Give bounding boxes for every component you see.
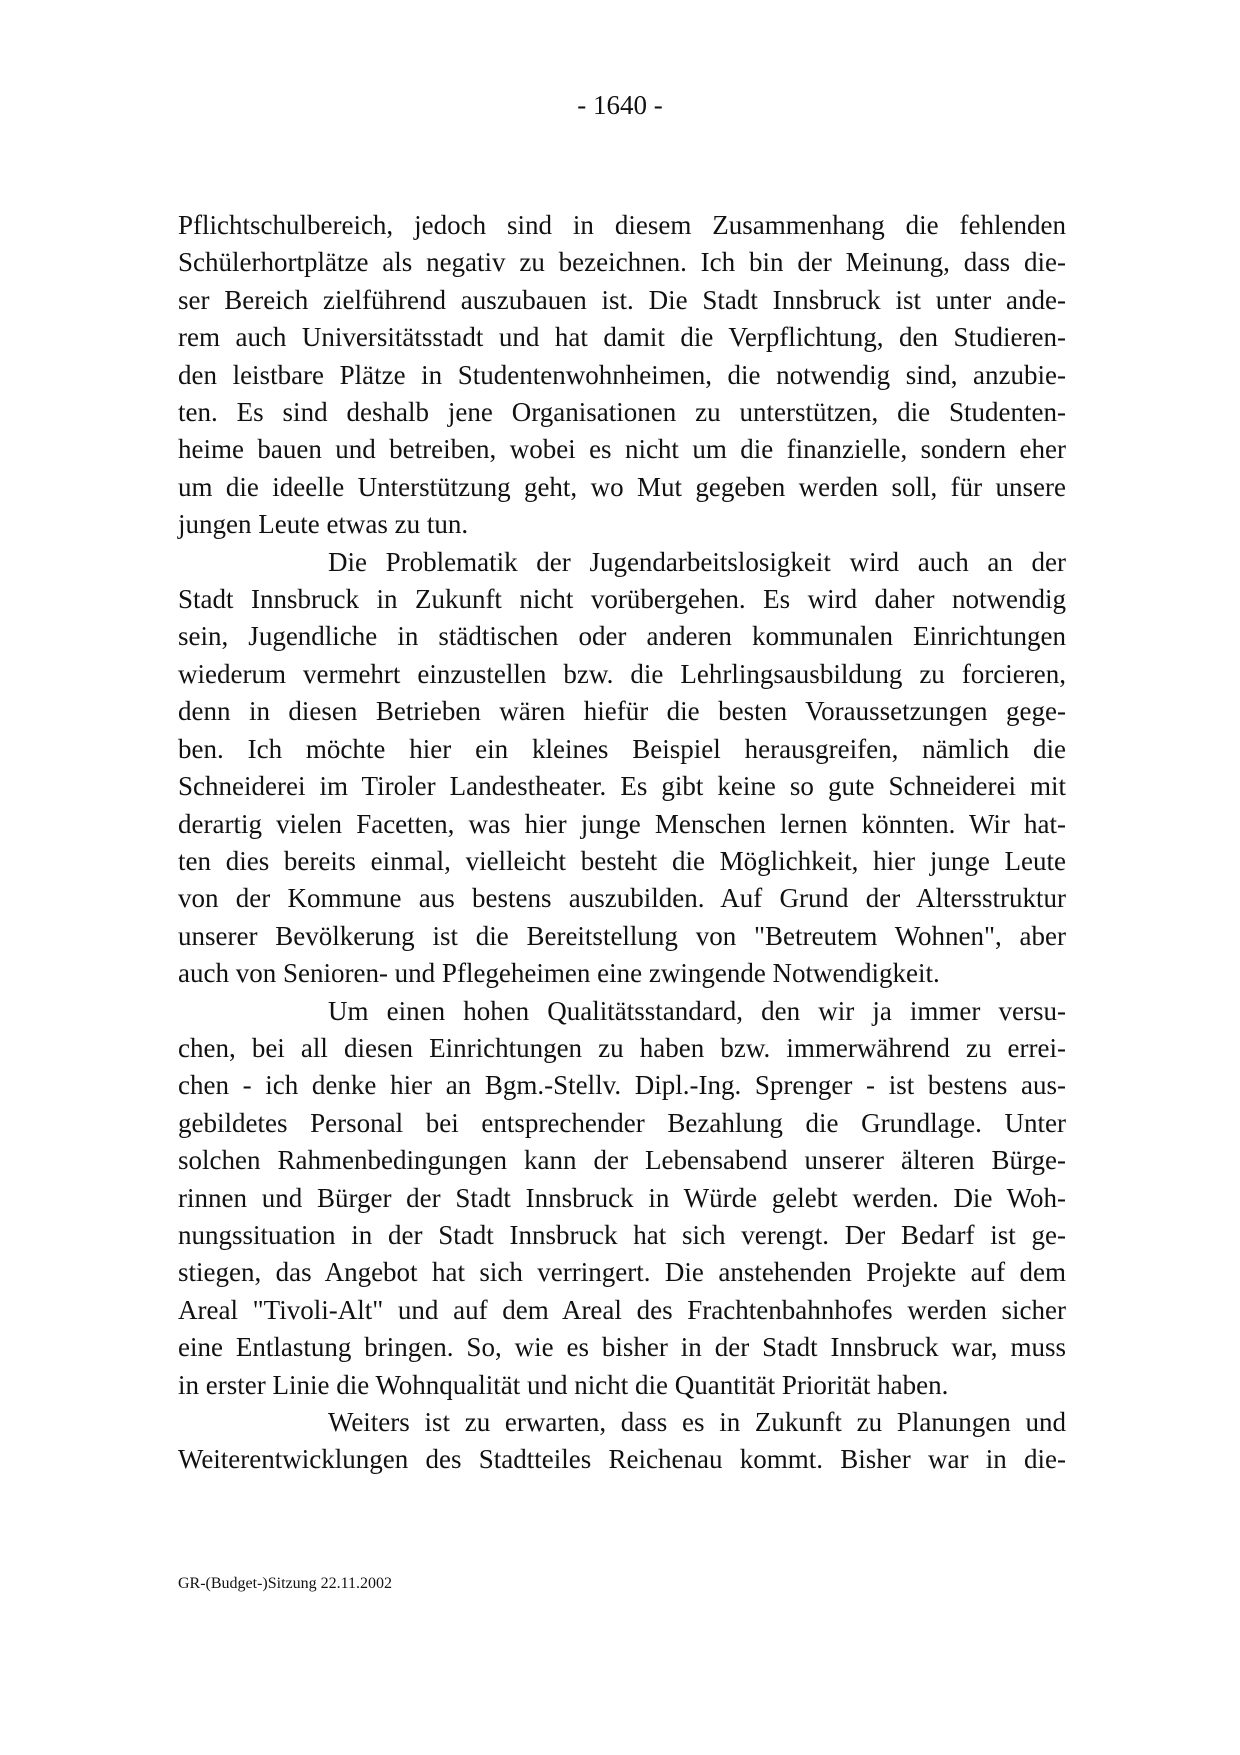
text-line: chen - ich denke hier an Bgm.-Stellv. Dipl.-Ing. Sprenger - ist bestens aus- — [178, 1070, 1066, 1101]
text-line: rem auch Universitätsstadt und hat damit die Verpflichtung, den Studieren- — [178, 322, 1066, 353]
text-line: Stadt Innsbruck in Zukunft nicht vorübergehen. Es wird daher notwendig — [178, 584, 1066, 615]
text-line: ben. Ich möchte hier ein kleines Beispiel herausgreifen, nämlich die — [178, 733, 1066, 764]
text-line: denn in diesen Betrieben wären hiefür die besten Voraussetzungen gege- — [178, 696, 1066, 727]
text-line: von der Kommune aus bestens auszubilden. Auf Grund der Altersstruktur — [178, 883, 1066, 914]
text-line: wiederum vermehrt einzustellen bzw. die Lehrlingsausbildung zu forcieren, — [178, 658, 1066, 689]
text-line: Um einen hohen Qualitätsstandard, den wir ja immer versu- — [328, 995, 1066, 1026]
text-line: rinnen und Bürger der Stadt Innsbruck in Würde gelebt werden. Die Woh- — [178, 1182, 1066, 1213]
text-line: um die ideelle Unterstützung geht, wo Mut gegeben werden soll, für unsere — [178, 471, 1066, 502]
text-line: Weiterentwicklungen des Stadtteiles Reichenau kommt. Bisher war in die- — [178, 1444, 1066, 1475]
text-line: Schneiderei im Tiroler Landestheater. Es gibt keine so gute Schneiderei mit — [178, 771, 1066, 802]
paragraph-2 — [178, 544, 1066, 993]
text-line: sein, Jugendliche in städtischen oder anderen kommunalen Einrichtungen — [178, 621, 1066, 652]
text-line: Areal "Tivoli-Alt" und auf dem Areal des Frachtenbahnhofes werden sicher — [178, 1294, 1066, 1325]
text-line: nungssituation in der Stadt Innsbruck hat sich verengt. Der Bedarf ist ge- — [178, 1219, 1066, 1250]
text-line: heime bauen und betreiben, wobei es nicht um die finanzielle, sondern eher — [178, 434, 1066, 465]
text-line: eine Entlastung bringen. So, wie es bisher in der Stadt Innsbruck war, muss — [178, 1332, 1066, 1363]
text-line: gebildetes Personal bei entsprechender Bezahlung die Grundlage. Unter — [178, 1107, 1066, 1138]
text-line: den leistbare Plätze in Studentenwohnheimen, die notwendig sind, anzubie- — [178, 359, 1066, 390]
paragraph-3 — [178, 993, 1066, 1404]
paragraph-4 — [178, 1404, 1066, 1479]
text-line: Weiters ist zu erwarten, dass es in Zukunft zu Planungen und — [328, 1407, 1066, 1437]
text-line: ser Bereich zielführend auszubauen ist. Die Stadt Innsbruck ist unter ande- — [178, 284, 1066, 315]
footer-session-label: GR-(Budget-)Sitzung 22.11.2002 — [178, 1575, 393, 1592]
text-line: Die Problematik der Jugendarbeitslosigkeit wird auch an der — [328, 546, 1066, 577]
text-line: jungen Leute etwas zu tun. — [178, 509, 469, 540]
text-line: ten dies bereits einmal, vielleicht besteht die Möglichkeit, hier junge Leute — [178, 845, 1066, 876]
body-text — [178, 207, 1066, 1479]
text-line: unserer Bevölkerung ist die Bereitstellung von "Betreutem Wohnen", aber — [178, 920, 1066, 951]
text-line: ten. Es sind deshalb jene Organisationen zu unterstützen, die Studenten- — [178, 397, 1066, 428]
text-line: auch von Senioren- und Pflegeheimen eine zwingende Notwendigkeit. — [178, 958, 940, 989]
page-number: - 1640 - — [577, 90, 663, 120]
text-line: Pflichtschulbereich, jedoch sind in diesem Zusammenhang die fehlenden — [178, 210, 1066, 240]
paragraph-1 — [178, 207, 1066, 544]
text-line: Schülerhortplätze als negativ zu bezeichnen. Ich bin der Meinung, dass die- — [178, 247, 1066, 278]
text-line: solchen Rahmenbedingungen kann der Lebensabend unserer älteren Bürge- — [178, 1145, 1066, 1176]
text-line: chen, bei all diesen Einrichtungen zu haben bzw. immerwährend zu errei- — [178, 1032, 1066, 1063]
text-line: stiegen, das Angebot hat sich verringert. Die anstehenden Projekte auf dem — [178, 1257, 1066, 1288]
text-line: in erster Linie die Wohnqualität und nicht die Quantität Priorität haben. — [178, 1369, 949, 1400]
text-line: derartig vielen Facetten, was hier junge Menschen lernen könnten. Wir hat- — [178, 808, 1066, 839]
